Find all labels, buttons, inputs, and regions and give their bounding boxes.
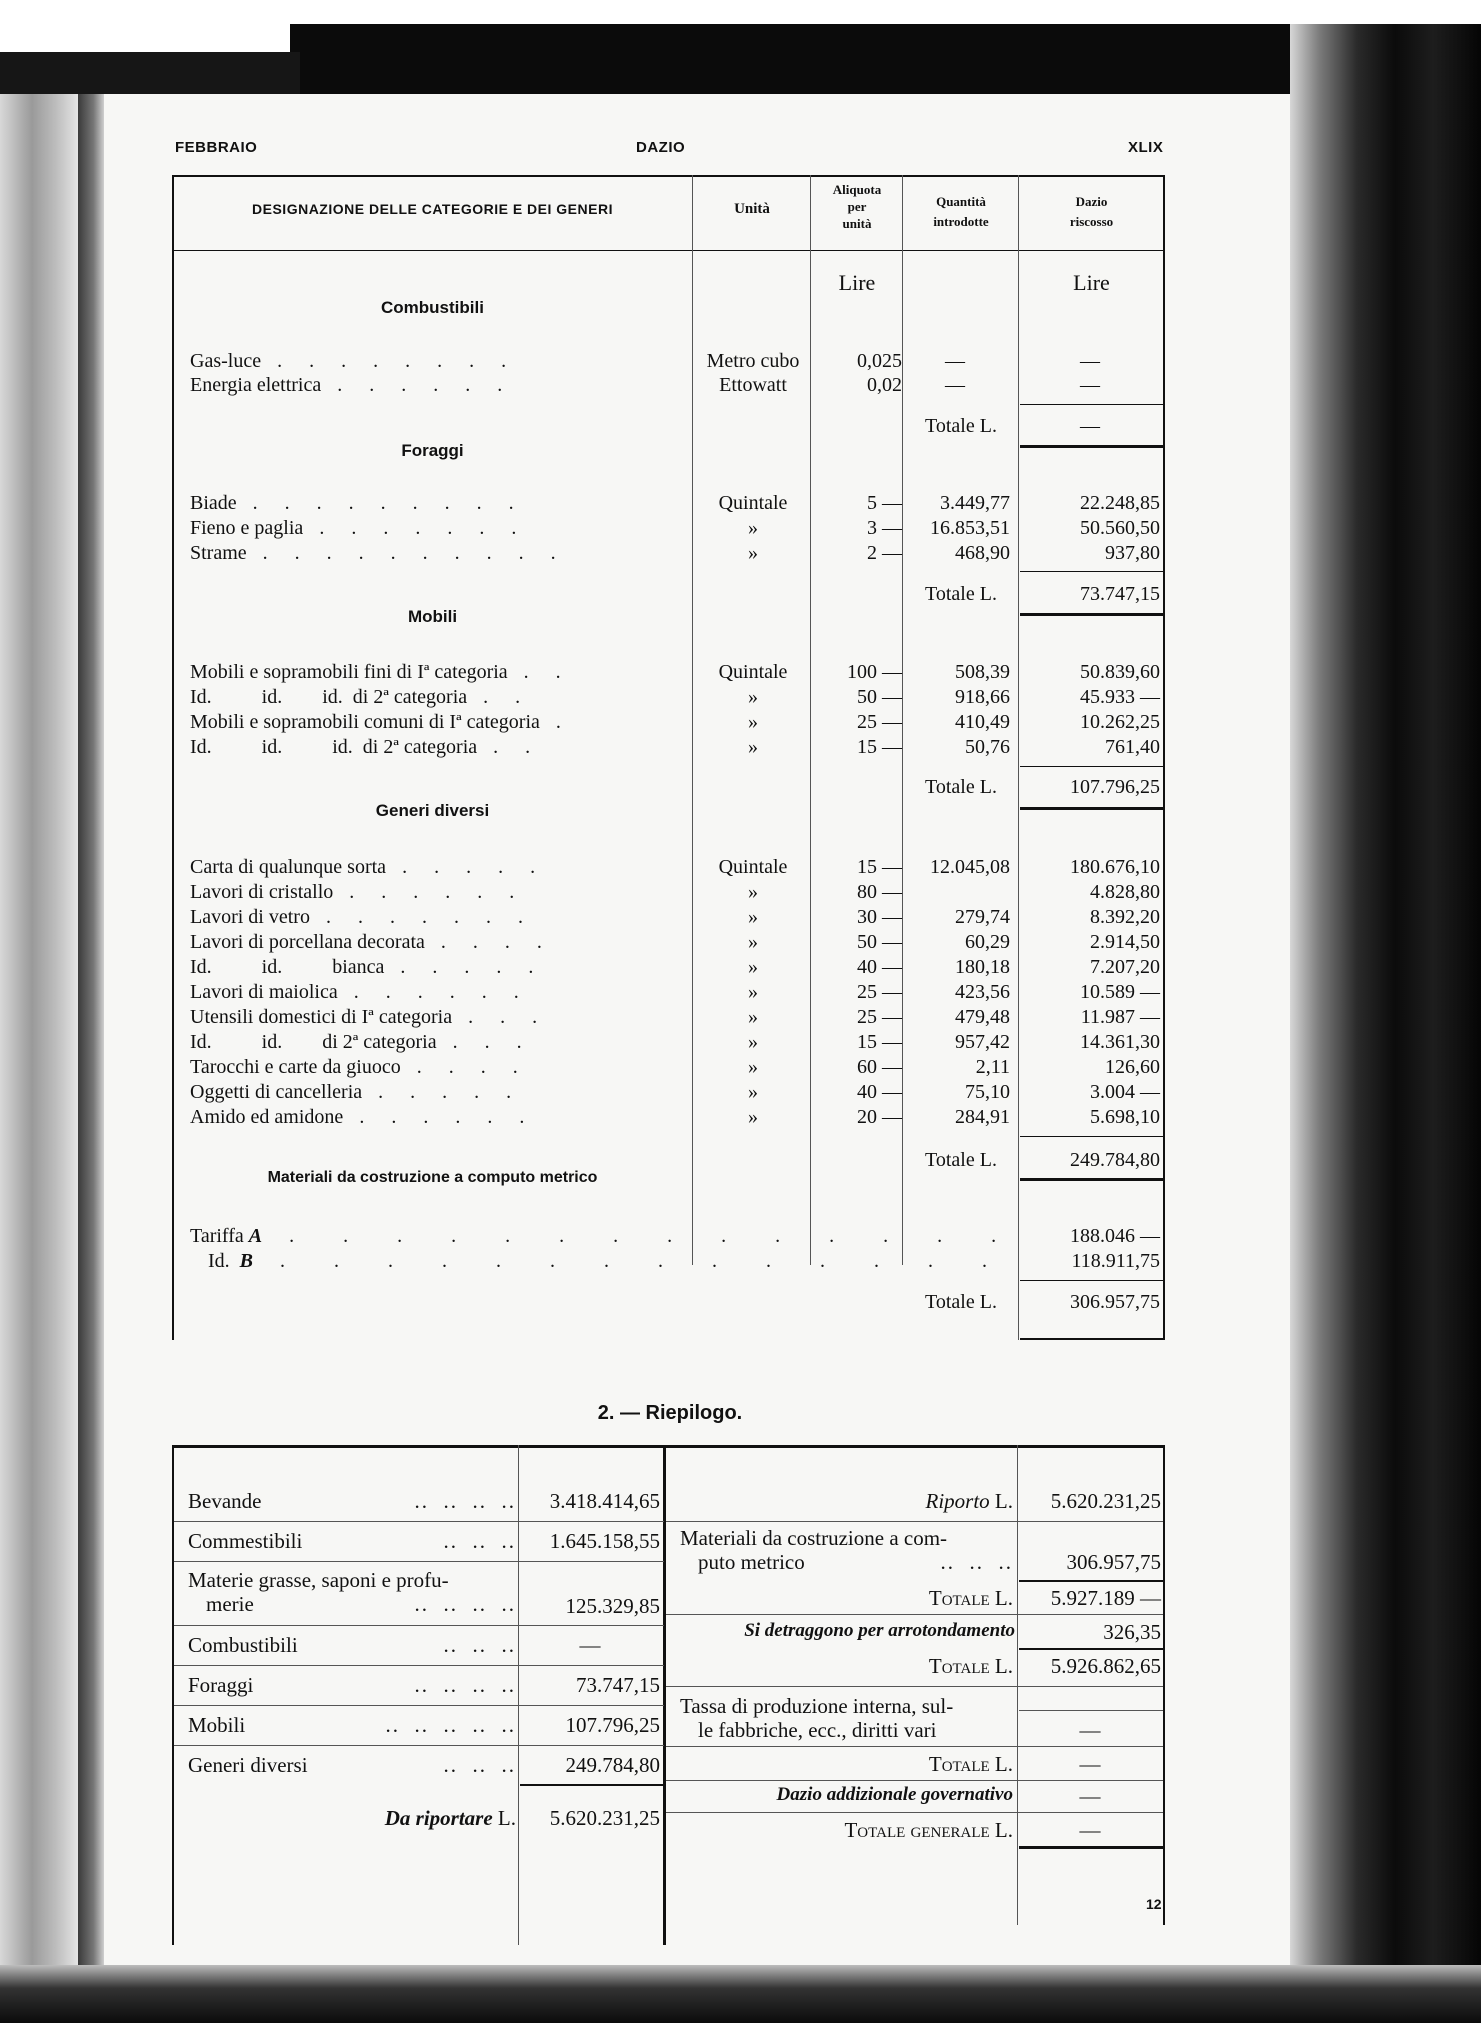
row-rate-fieno: 3 — bbox=[867, 517, 902, 539]
riepilogo-rule-r2 bbox=[666, 1614, 1163, 1615]
row-unit-mobili-comuni-2: » bbox=[748, 736, 758, 758]
row-dazio-utensili-1: 11.987 — bbox=[1080, 1006, 1160, 1028]
row-name-strame: Strame . . . . . . . . . . bbox=[190, 542, 567, 564]
riepilogo-value-generi: 249.784,80 bbox=[565, 1753, 660, 1777]
row-qty-mobili-comuni-1: 410,49 bbox=[955, 711, 1010, 733]
row-dazio-strame: 937,80 bbox=[1105, 542, 1160, 564]
section-title-generi-diversi: Generi diversi bbox=[375, 801, 490, 820]
riepilogo-rule-4 bbox=[174, 1665, 664, 1666]
row-rate-tarocchi: 60 — bbox=[857, 1056, 902, 1078]
row-dazio-mobili-comuni-2: 761,40 bbox=[1105, 736, 1160, 758]
row-unit-carta: Quintale bbox=[718, 856, 788, 878]
scan-shadow-bottom bbox=[0, 1965, 1481, 2023]
riepilogo-value-combustibili: — bbox=[579, 1633, 601, 1657]
riepilogo-value-mobili: 107.796,25 bbox=[565, 1713, 660, 1737]
row-qty-fieno: 16.853,51 bbox=[930, 517, 1010, 539]
riepilogo-middle-border bbox=[663, 1445, 666, 1945]
row-unit-mobili-comuni-1: » bbox=[748, 711, 758, 733]
currency-rate: Lire bbox=[838, 270, 876, 295]
riepilogo-detraggono-label: Si detraggono per arrotondamento bbox=[744, 1620, 1015, 1641]
row-qty-mobili-comuni-2: 50,76 bbox=[965, 736, 1010, 758]
row-dazio-porcellana-decorata: 2.914,50 bbox=[1090, 931, 1160, 953]
row-name-mobili-comuni-2: Id. id. id. di 2ª categoria . . bbox=[190, 736, 542, 758]
row-unit-vetro: » bbox=[748, 906, 758, 928]
row-qty-utensili-1: 479,48 bbox=[955, 1006, 1010, 1028]
row-name-vetro: Lavori di vetro . . . . . . . bbox=[190, 906, 534, 928]
book-edge-right bbox=[1290, 24, 1481, 2023]
row-unit-gas-luce: Metro cubo bbox=[706, 350, 800, 372]
riepilogo-label-foraggi: Foraggi .. .. .. .. bbox=[188, 1673, 516, 1697]
row-dazio-carta: 180.676,10 bbox=[1070, 856, 1160, 878]
riepilogo-addizionale-label: Dazio addizionale governativo bbox=[776, 1784, 1013, 1805]
row-qty-mobili-fini-1: 508,39 bbox=[955, 661, 1010, 683]
row-name-utensili-1: Utensili domestici di Iª categoria . . . bbox=[190, 1006, 549, 1028]
riepilogo-rule-r4 bbox=[1019, 1710, 1163, 1711]
total-label-mobili: Totale L. bbox=[925, 776, 997, 798]
row-unit-fieno: » bbox=[748, 517, 758, 539]
row-dazio-vetro: 8.392,20 bbox=[1090, 906, 1160, 928]
row-name-tariffa-a: Tariffa A . . . . . . . . . . . . . . bbox=[190, 1225, 1019, 1247]
riepilogo-label-combustibili: Combustibili .. .. .. bbox=[188, 1633, 516, 1657]
riepilogo-value-bevande: 3.418.414,65 bbox=[549, 1489, 660, 1513]
row-name-tarocchi: Tarocchi e carte da giuoco . . . . bbox=[190, 1056, 529, 1078]
col-header-qty-line1: Quantità bbox=[936, 194, 986, 209]
riepilogo-detraggono-value: 326,35 bbox=[1103, 1620, 1161, 1644]
riepilogo-right-border bbox=[1163, 1445, 1165, 1925]
riepilogo-addizionale-value: — bbox=[1079, 1784, 1101, 1808]
row-dazio-mobili-fini-1: 50.839,60 bbox=[1080, 661, 1160, 683]
riepilogo-totale3-label: Totale L. bbox=[928, 1752, 1013, 1776]
row-name-maiolica: Lavori di maiolica . . . . . . bbox=[190, 981, 530, 1003]
subtotal-rule-generi bbox=[1020, 1136, 1163, 1137]
row-rate-mobili-comuni-2: 15 — bbox=[857, 736, 902, 758]
row-dazio-tariffa-b: 118.911,75 bbox=[1071, 1250, 1160, 1272]
row-rate-mobili-fini-1: 100 — bbox=[847, 661, 902, 683]
col-header-designation: DESIGNAZIONE DELLE CATEGORIE E DEI GENERI bbox=[252, 201, 613, 217]
row-rate-maiolica: 25 — bbox=[857, 981, 902, 1003]
row-qty-porcellana-bianca: 180,18 bbox=[955, 956, 1010, 978]
riepilogo-label-mobili: Mobili .. .. .. .. .. bbox=[188, 1713, 516, 1737]
total-value-generi: 249.784,80 bbox=[1070, 1149, 1160, 1171]
row-rate-mobili-comuni-1: 25 — bbox=[857, 711, 902, 733]
total-label-combustibili: Totale L. bbox=[925, 415, 997, 437]
table-left-border bbox=[172, 175, 174, 1340]
row-qty-porcellana-decorata: 60,29 bbox=[965, 931, 1010, 953]
row-dazio-cristallo: 4.828,80 bbox=[1090, 881, 1160, 903]
row-name-amido: Amido ed amidone . . . . . . bbox=[190, 1106, 536, 1128]
row-rate-porcellana-decorata: 50 — bbox=[857, 931, 902, 953]
col-divider-dazio bbox=[1018, 175, 1019, 1340]
riepilogo-col-left-value bbox=[518, 1445, 519, 1945]
row-name-energia: Energia elettrica . . . . . . bbox=[190, 374, 514, 396]
riepilogo-label-commestibili: Commestibili .. .. .. bbox=[188, 1529, 516, 1553]
col-divider-unit bbox=[692, 175, 693, 1265]
col-header-dazio-line2: riscosso bbox=[1069, 214, 1114, 229]
riepilogo-tassa-label: Tassa di produzione interna, sul- le fabbriche, ecc., diritti vari bbox=[680, 1694, 954, 1742]
riepilogo-totale1-label: Totale L. bbox=[928, 1586, 1013, 1610]
row-qty-gas-luce: — bbox=[945, 350, 965, 372]
row-unit-energia: Ettowatt bbox=[719, 374, 787, 396]
row-dazio-fieno: 50.560,50 bbox=[1080, 517, 1160, 539]
row-rate-amido: 20 — bbox=[857, 1106, 902, 1128]
row-dazio-porcellana-bianca: 7.207,20 bbox=[1090, 956, 1160, 978]
riepilogo-rule-5 bbox=[174, 1705, 664, 1706]
row-unit-porcellana-decorata: » bbox=[748, 931, 758, 953]
riepilogo-rule-r3 bbox=[666, 1686, 1163, 1687]
page-number: 12 bbox=[1146, 1896, 1162, 1912]
table-header-rule bbox=[172, 250, 1164, 251]
total-value-mobili: 107.796,25 bbox=[1070, 776, 1160, 798]
row-unit-strame: » bbox=[748, 542, 758, 564]
row-qty-cancelleria: 75,10 bbox=[965, 1081, 1010, 1103]
table-bottom-rule bbox=[1020, 1338, 1165, 1340]
header-section: DAZIO bbox=[636, 139, 686, 156]
row-dazio-tariffa-a: 188.046 — bbox=[1070, 1225, 1160, 1247]
row-name-cristallo: Lavori di cristallo . . . . . . bbox=[190, 881, 526, 903]
row-dazio-cancelleria: 3.004 — bbox=[1090, 1081, 1160, 1103]
row-name-utensili-2: Id. id. di 2ª categoria . . . bbox=[190, 1031, 533, 1053]
row-dazio-tarocchi: 126,60 bbox=[1105, 1056, 1160, 1078]
row-name-gas-luce: Gas-luce . . . . . . . . bbox=[190, 350, 518, 372]
riepilogo-totale1-value: 5.927.189 — bbox=[1050, 1586, 1161, 1610]
riepilogo-sum-rule-r1 bbox=[1019, 1580, 1163, 1582]
row-unit-mobili-fini-2: » bbox=[748, 686, 758, 708]
col-header-rate-line3: unità bbox=[842, 216, 872, 231]
row-qty-tarocchi: 2,11 bbox=[975, 1056, 1010, 1078]
row-name-mobili-fini-1: Mobili e sopramobili fini di Iª categoria . . bbox=[190, 661, 572, 683]
riepilogo-materiali-value: 306.957,75 bbox=[1066, 1550, 1161, 1574]
row-dazio-amido: 5.698,10 bbox=[1090, 1106, 1160, 1128]
riepilogo-label-materie: Materie grasse, saponi e profu- merie .. .. .. .. bbox=[188, 1568, 516, 1616]
row-dazio-energia: — bbox=[1080, 374, 1100, 396]
section-title-mobili: Mobili bbox=[407, 607, 458, 626]
total-label-generi: Totale L. bbox=[925, 1149, 997, 1171]
col-header-qty-line2: introdotte bbox=[933, 214, 989, 229]
riepilogo-totale2-value: 5.926.862,65 bbox=[1050, 1654, 1161, 1678]
header-month: FEBBRAIO bbox=[175, 139, 258, 156]
row-name-mobili-fini-2: Id. id. id. di 2ª categoria . . bbox=[190, 686, 532, 708]
table-right-border bbox=[1163, 175, 1165, 1340]
total-rule-generi bbox=[1020, 1178, 1163, 1181]
row-rate-vetro: 30 — bbox=[857, 906, 902, 928]
row-unit-cristallo: » bbox=[748, 881, 758, 903]
riepilogo-totale2-label: Totale L. bbox=[928, 1654, 1013, 1678]
subtotal-rule-materiali bbox=[1020, 1280, 1163, 1281]
row-unit-tarocchi: » bbox=[748, 1056, 758, 1078]
row-dazio-maiolica: 10.589 — bbox=[1080, 981, 1160, 1003]
riepilogo-title: 2. — Riepilogo. bbox=[597, 1402, 743, 1424]
riepilogo-label-bevande: Bevande .. .. .. .. bbox=[188, 1489, 516, 1513]
row-rate-utensili-1: 25 — bbox=[857, 1006, 902, 1028]
riepilogo-sum-rule-r2 bbox=[1019, 1648, 1163, 1650]
row-name-mobili-comuni-1: Mobili e sopramobili comuni di Iª categoria . bbox=[190, 711, 572, 733]
subtotal-rule-combustibili bbox=[1020, 404, 1163, 405]
riepilogo-col-right-value bbox=[1017, 1445, 1018, 1925]
row-unit-utensili-2: » bbox=[748, 1031, 758, 1053]
row-qty-biade: 3.449,77 bbox=[940, 492, 1010, 514]
total-label-foraggi: Totale L. bbox=[925, 583, 997, 605]
row-name-porcellana-bianca: Id. id. bianca . . . . . bbox=[190, 956, 545, 978]
col-header-rate-line2: per bbox=[847, 199, 867, 214]
row-rate-porcellana-bianca: 40 — bbox=[857, 956, 902, 978]
riepilogo-tassa-value: — bbox=[1079, 1718, 1101, 1742]
riepilogo-riporto-value: 5.620.231,25 bbox=[1050, 1489, 1161, 1513]
total-value-materiali: 306.957,75 bbox=[1070, 1291, 1160, 1313]
total-rule-foraggi bbox=[1020, 613, 1163, 616]
row-dazio-gas-luce: — bbox=[1080, 350, 1100, 372]
total-rule-combustibili bbox=[1020, 445, 1163, 448]
row-qty-maiolica: 423,56 bbox=[955, 981, 1010, 1003]
row-rate-mobili-fini-2: 50 — bbox=[857, 686, 902, 708]
row-rate-cancelleria: 40 — bbox=[857, 1081, 902, 1103]
scan-shadow-top-left bbox=[0, 52, 300, 94]
row-rate-cristallo: 80 — bbox=[857, 881, 902, 903]
row-unit-maiolica: » bbox=[748, 981, 758, 1003]
subtotal-rule-mobili bbox=[1020, 766, 1163, 767]
riepilogo-rule-r5 bbox=[666, 1746, 1163, 1747]
riepilogo-value-materie: 125.329,85 bbox=[565, 1594, 660, 1618]
row-qty-mobili-fini-2: 918,66 bbox=[955, 686, 1010, 708]
row-rate-strame: 2 — bbox=[867, 542, 902, 564]
riepilogo-rule-6 bbox=[174, 1745, 664, 1746]
riepilogo-generale-label: Totale generale L. bbox=[844, 1818, 1013, 1842]
row-rate-energia: 0,02 bbox=[867, 374, 902, 396]
row-qty-energia: — bbox=[945, 374, 965, 396]
row-unit-porcellana-bianca: » bbox=[748, 956, 758, 978]
col-header-dazio bbox=[1020, 192, 1163, 232]
row-name-cancelleria: Oggetti di cancelleria . . . . . bbox=[190, 1081, 523, 1103]
row-qty-carta: 12.045,08 bbox=[930, 856, 1010, 878]
row-name-porcellana-decorata: Lavori di porcellana decorata . . . . bbox=[190, 931, 553, 953]
row-dazio-mobili-comuni-1: 10.262,25 bbox=[1080, 711, 1160, 733]
riepilogo-carry-value: 5.620.231,25 bbox=[549, 1806, 660, 1830]
riepilogo-rule-r1 bbox=[666, 1521, 1163, 1522]
row-rate-carta: 15 — bbox=[857, 856, 902, 878]
col-header-rate-line1: Aliquota bbox=[832, 182, 882, 197]
riepilogo-rule-2 bbox=[174, 1561, 664, 1562]
row-name-tariffa-b: Id. B . . . . . . . . . . . . . . bbox=[208, 1250, 1010, 1272]
section-title-foraggi: Foraggi bbox=[401, 441, 464, 460]
row-dazio-mobili-fini-2: 45.933 — bbox=[1080, 686, 1160, 708]
riepilogo-materiali-label: Materiali da costruzione a com- puto metrico .. .. .. bbox=[680, 1526, 1013, 1574]
col-header-dazio-line1: Dazio bbox=[1075, 194, 1108, 209]
row-rate-biade: 5 — bbox=[867, 492, 902, 514]
col-header-unit: Unità bbox=[734, 201, 770, 217]
row-qty-strame: 468,90 bbox=[955, 542, 1010, 564]
total-label-materiali: Totale L. bbox=[925, 1291, 997, 1313]
col-header-rate bbox=[812, 181, 902, 232]
row-name-carta: Carta di qualunque sorta . . . . . bbox=[190, 856, 547, 878]
riepilogo-riporto-label: Riporto L. bbox=[925, 1489, 1013, 1513]
riepilogo-left-border bbox=[172, 1445, 174, 1945]
currency-dazio: Lire bbox=[1073, 270, 1110, 295]
riepilogo-generale-value: — bbox=[1079, 1818, 1101, 1842]
row-name-fieno: Fieno e paglia . . . . . . . bbox=[190, 517, 528, 539]
row-qty-amido: 284,91 bbox=[955, 1106, 1010, 1128]
total-value-foraggi: 73.747,15 bbox=[1080, 583, 1160, 605]
row-unit-cancelleria: » bbox=[748, 1081, 758, 1103]
riepilogo-carry-label: Da riportare L. bbox=[384, 1806, 516, 1830]
row-rate-gas-luce: 0,025 bbox=[857, 350, 902, 372]
riepilogo-value-commestibili: 1.645.158,55 bbox=[549, 1529, 660, 1553]
col-header-qty bbox=[904, 192, 1018, 232]
row-unit-amido: » bbox=[748, 1106, 758, 1128]
section-title-materiali: Materiali da costruzione a computo metrico bbox=[267, 1169, 598, 1186]
section-title-combustibili: Combustibili bbox=[381, 298, 484, 317]
total-value-combustibili: — bbox=[1080, 415, 1100, 437]
row-qty-utensili-2: 957,42 bbox=[955, 1031, 1010, 1053]
header-roman-page: XLIX bbox=[1128, 139, 1164, 156]
riepilogo-rule-3 bbox=[174, 1625, 664, 1626]
riepilogo-bottom-rule-right bbox=[1019, 1846, 1165, 1849]
row-name-biade: Biade . . . . . . . . . bbox=[190, 492, 525, 514]
riepilogo-label-generi: Generi diversi .. .. .. bbox=[188, 1753, 516, 1777]
riepilogo-totale3-value: — bbox=[1079, 1752, 1101, 1776]
row-unit-biade: Quintale bbox=[718, 492, 788, 514]
riepilogo-rule-r7 bbox=[666, 1812, 1163, 1813]
row-qty-vetro: 279,74 bbox=[955, 906, 1010, 928]
book-binding-left bbox=[0, 94, 80, 2023]
row-rate-utensili-2: 15 — bbox=[857, 1031, 902, 1053]
riepilogo-rule-r6 bbox=[666, 1780, 1163, 1781]
page-edge-left bbox=[78, 94, 104, 2023]
subtotal-rule-foraggi bbox=[1020, 571, 1163, 572]
riepilogo-sum-rule-left bbox=[520, 1784, 664, 1786]
row-unit-mobili-fini-1: Quintale bbox=[718, 661, 788, 683]
row-dazio-biade: 22.248,85 bbox=[1080, 492, 1160, 514]
total-rule-mobili bbox=[1020, 807, 1163, 810]
table-top-rule bbox=[172, 175, 1164, 177]
row-unit-utensili-1: » bbox=[748, 1006, 758, 1028]
riepilogo-value-foraggi: 73.747,15 bbox=[576, 1673, 660, 1697]
row-dazio-utensili-2: 14.361,30 bbox=[1080, 1031, 1160, 1053]
row-qty-cristallo bbox=[900, 880, 1010, 905]
riepilogo-rule-1 bbox=[174, 1521, 664, 1522]
